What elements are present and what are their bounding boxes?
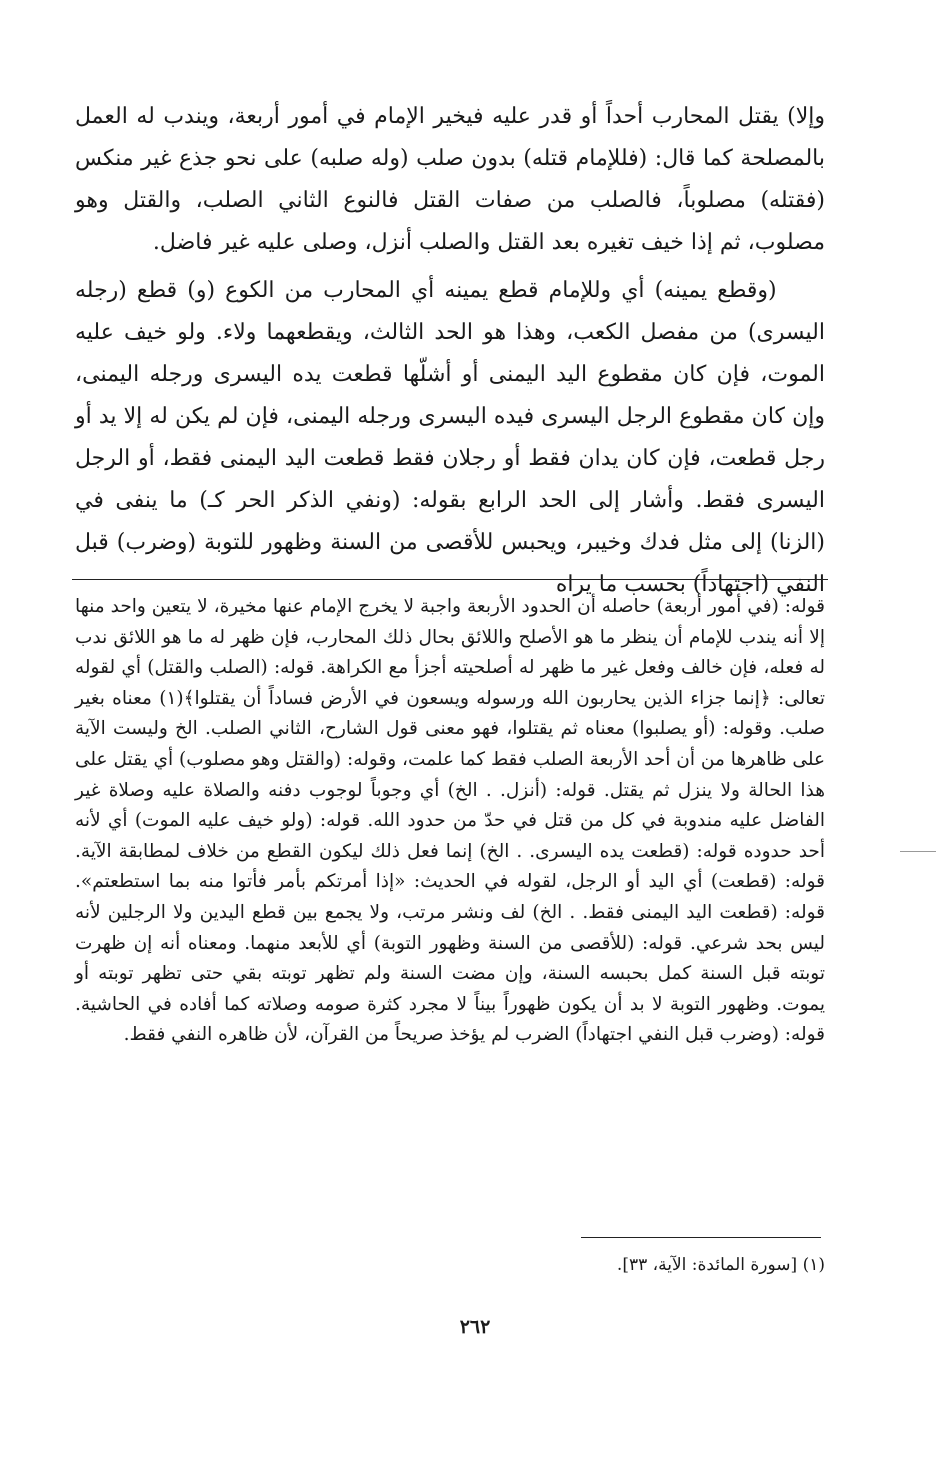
- commentary-separator: [72, 579, 828, 580]
- main-paragraph-2: (وقطع يمينه) أي وللإمام قطع يمينه أي المحارب من الكوع (و) قطع (رجله اليسرى) من مفصل الكعب، وهذا هو الحد الثالث، ويقطعهما ولاء. ولو خيف عليه الموت، فإن كان مقطوع اليد اليمنى أو أشلّها قطعت يده اليسرى ورجله اليمنى، وإن كان مقطوع الرجل اليسرى فيده اليسرى ورجله اليمنى، فإن لم يكن له إلا يد أو رجل قطعت، فإن كان يدان فقط أو رجلان فقط قطعت اليد اليمنى فقط، أو الرجل اليسرى فقط. وأشار إلى الحد الرابع بقوله: (ونفي الذكر الحر كـ) ما ينفى في (الزنا) إلى مثل فدك وخيبر، ويحبس للأقصى من السنة وظهور للتوبة (وضرب) قبل النفي (اجتهاداً) بحسب ما يراه: [75, 278, 825, 597]
- margin-mark: [900, 851, 936, 852]
- footnote: (١) [سورة المائدة: الآية، ٣٣].: [616, 1255, 825, 1275]
- commentary-block: [75, 592, 825, 1051]
- page-number: ٢٦٢: [459, 1316, 491, 1338]
- commentary-text: قوله: (في أمور أربعة) حاصله أن الحدود الأربعة واجبة لا يخرج الإمام عنها مخيرة، لا يتعين واحد منها إلا أنه يندب للإمام أن ينظر ما هو الأصلح واللائق بحال ذلك المحارب، فإن ظهر له ما هو اللائق ندب له فعله، فإن خالف وفعل غير ما ظهر له أصلحيته أجزأ مع الكراهة. قوله: (الصلب والقتل) أي لقوله تعالى: ﴿إنما جزاء الذين يحاربون الله ورسوله ويسعون في الأرض فساداً أن يقتلوا﴾(١) معناه بغير صلب. وقوله: (أو يصلبوا) معناه ثم يقتلوا، فهو معنى قول الشارح، الثاني الصلب. الخ وليست الآية على ظاهرها من أن أحد الأربعة الصلب فقط كما علمت، وقوله: (والقتل وهو مصلوب) أي يقتل على هذا الحالة ولا ينزل ثم يقتل. قوله: (أنزل. . الخ) أي وجوباً لوجوب دفنه والصلاة عليه وصلاة غير الفاضل عليه مندوبة في كل من قتل في حدّ من حدود الله. قوله: (ولو خيف عليه الموت) أي لأنه أحد حدوده قوله: (قطعت يده اليسرى. . الخ) إنما فعل ذلك ليكون القطع من خلاف لمطابقة الآية. قوله: (قطعت) أي اليد أو الرجل، لقوله في الحديث: «إذا أمرتكم بأمر فأتوا منه بما استطعتم». قوله: (قطعت اليد اليمنى فقط. . الخ) لف ونشر مرتب، ولا يجمع بين قطع اليدين ولا الرجلين لأنه ليس بحد شرعي. قوله: (للأقصى من السنة وظهور التوبة) أي للأبعد منهما. ومعناه أنه إن ظهرت توبته قبل السنة كمل بحبسه السنة، وإن مضت السنة ولم تظهر توبته بقي حتى تظهر توبته أو يموت. وظهور التوبة لا بد أن يكون ظهوراً بيناً لا مجرد كثرة صومه وصلاته كما أفاده في الحاشية. قوله: (وضرب قبل النفي اجتهاداً) الضرب لم يؤخذ صريحاً من القرآن، لأن ظاهره النفي فقط.: [75, 596, 825, 1046]
- footnote-separator: [581, 1237, 821, 1238]
- main-paragraph-1: وإلا) يقتل المحارب أحداً أو قدر عليه فيخير الإمام في أمور أربعة، ويندب له العمل بالمصلحة كما قال: (فللإمام قتله) بدون صلب (وله صلبه) على نحو جذع غير منكس (فقتله) مصلوباً، فالصلب من صفات القتل فالنوع الثاني الصلب، والقتل وهو مصلوب، ثم إذا خيف تغيره بعد القتل والصلب أنزل، وصلى عليه غير فاضل.: [75, 104, 825, 255]
- main-text-block: [75, 96, 825, 606]
